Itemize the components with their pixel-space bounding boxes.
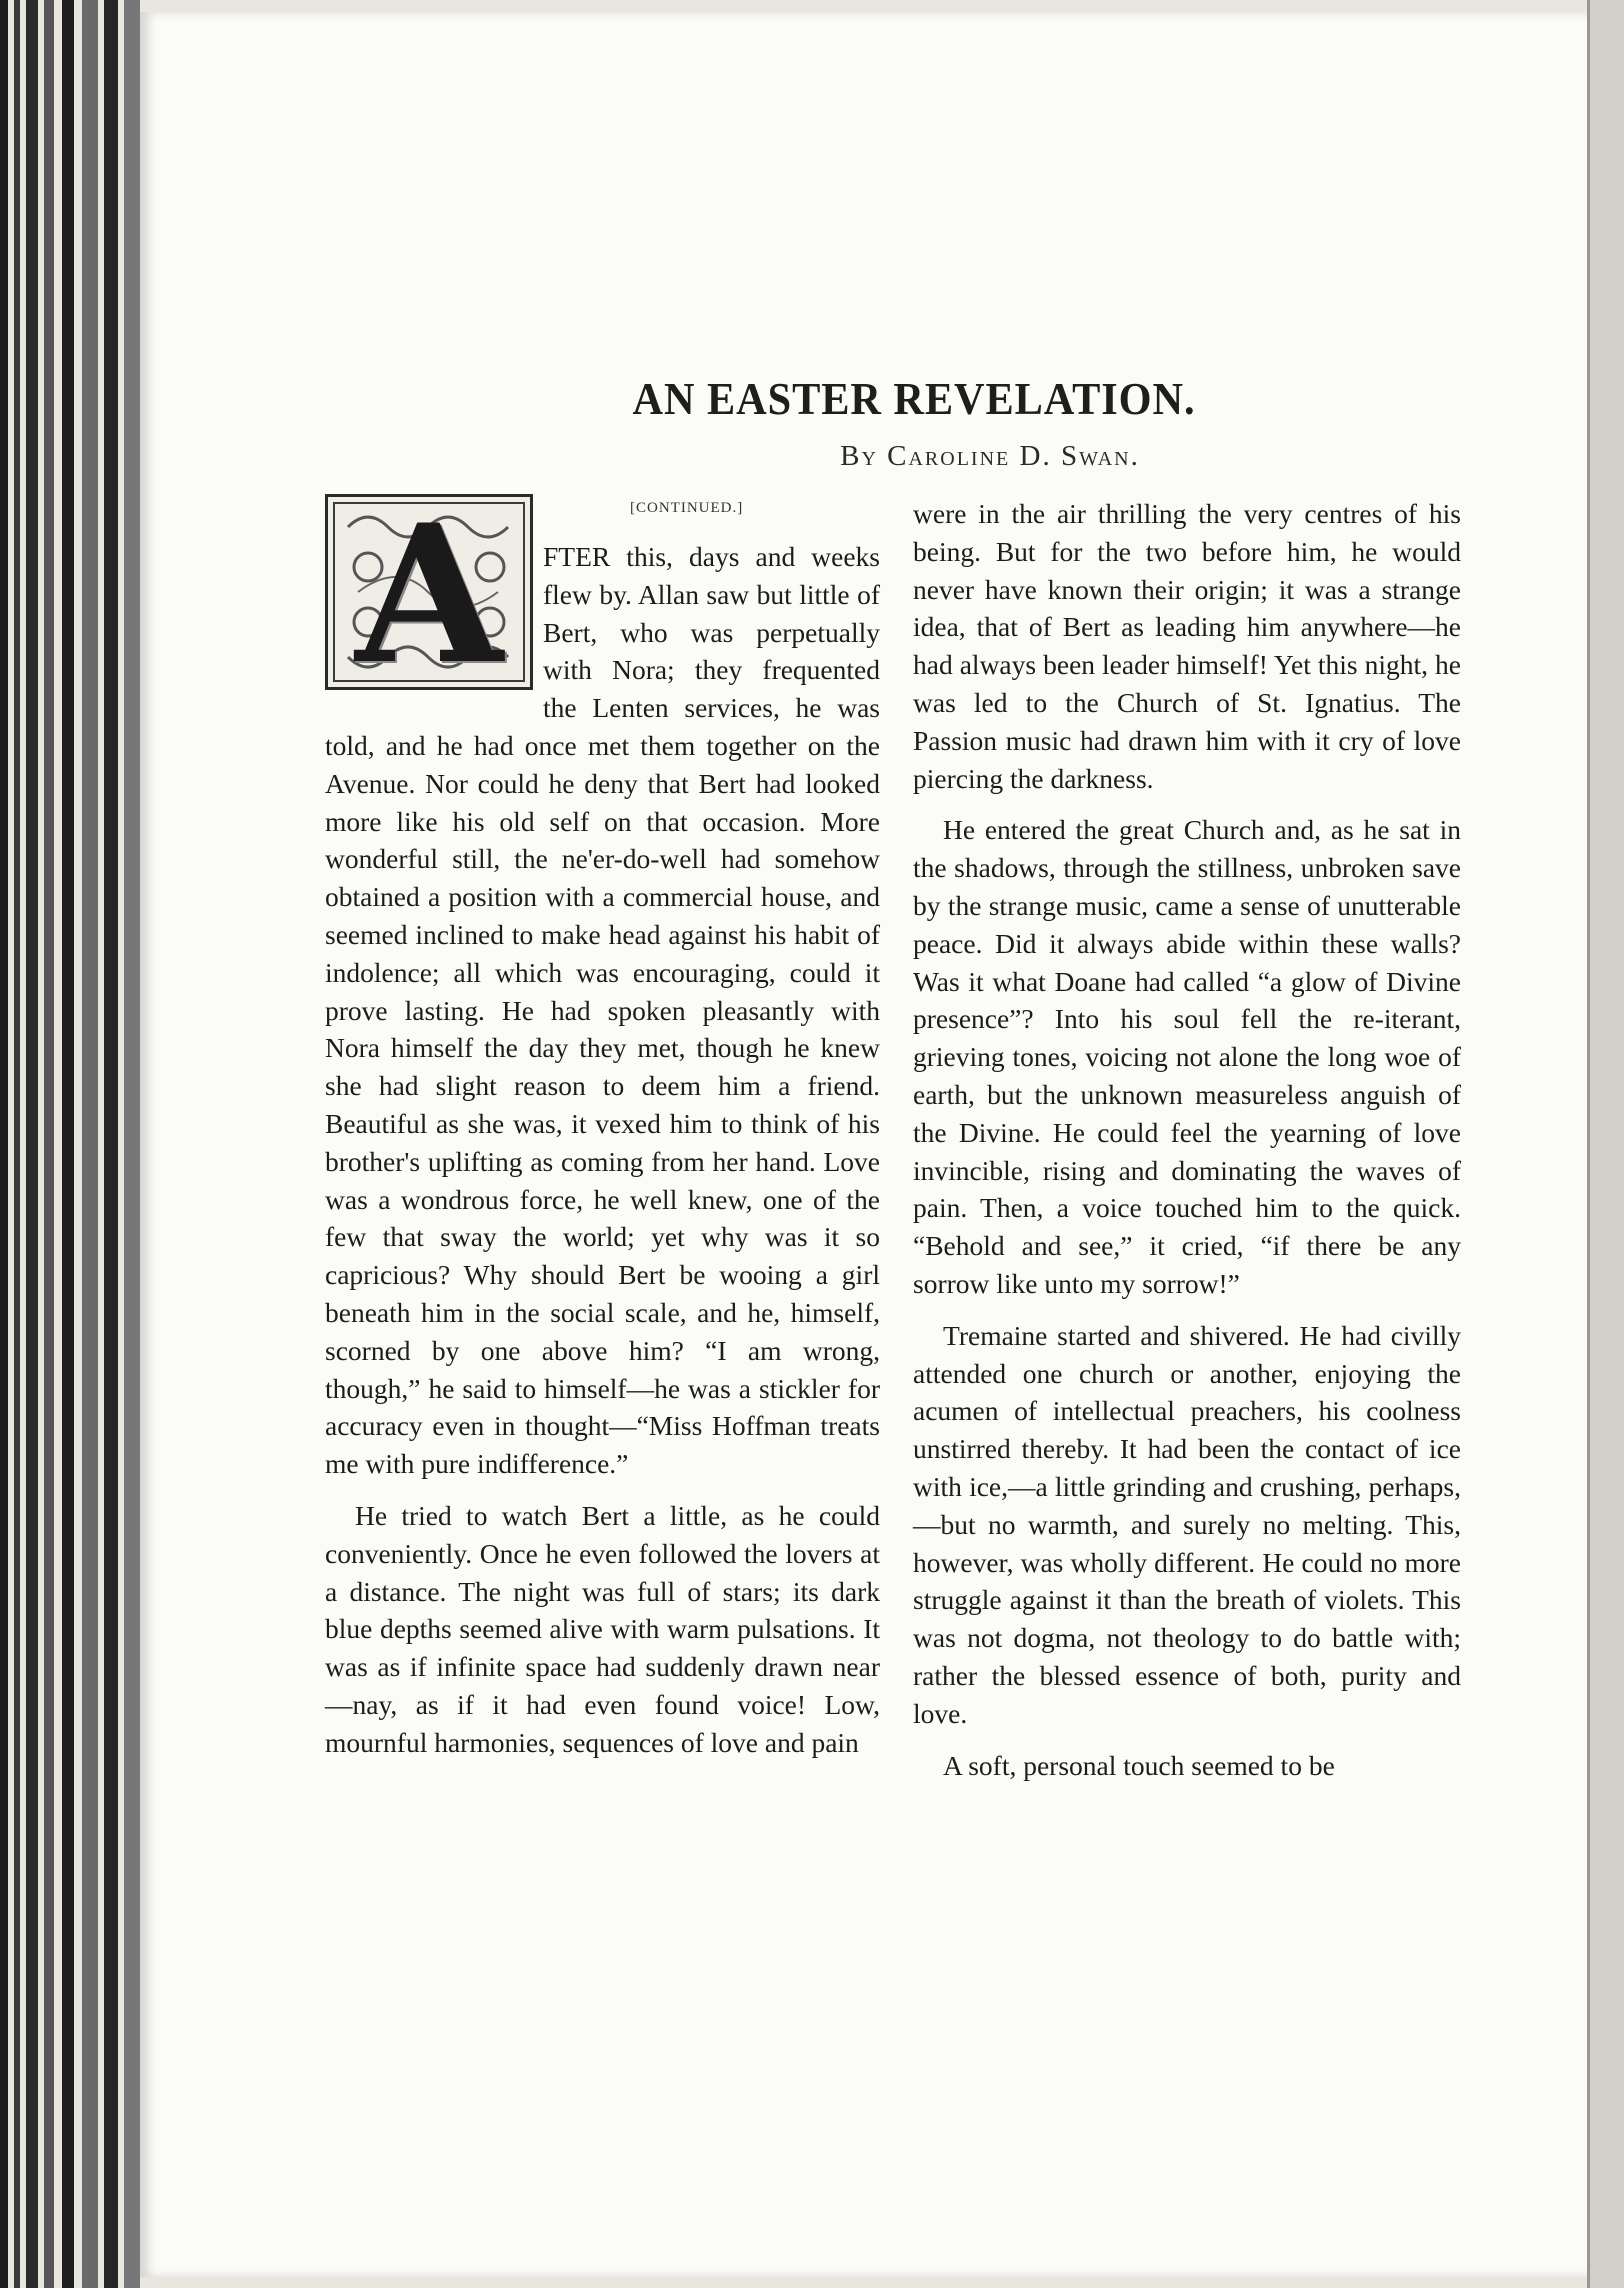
continued-label: [CONTINUED.] [630,500,744,516]
article-byline: By Caroline D. Swan. [840,440,1140,472]
ornamental-drop-cap [325,483,533,706]
opening-text: FTER this, days and weeks flew by. Allan saw but little of Bert, who was perpetually with Nora; they frequented the Lenten services, he was told, and he had once met them together on the Avenue. Nor could he deny that Bert had looked more like his old self on that occasion. More wonderful still, the ne'er-do-well had somehow obtained a position with a commercial house, and seemed inclined to make head against his habit of indolence; all which was encouraging, could it prove lasting. He had spoken pleasantly with Nora himself the day they met, though he knew she had slight reason to deem him a friend. Beautiful as she was, it vexed him to think of his brother's uplifting as coming from her hand. Love was a wondrous force, he well knew, one of the few that sway the world; yet why was it so capricious? Why should Bert be wooing a girl beneath him in the social scale, and he, himself, scorned by one above him? “I am wrong, though,” he said to himself—he was a stickler for accuracy even in thought—“Miss Hoffman treats me with pure indifference.” [325,541,880,1480]
right-column [913,495,1461,1784]
article-title: AN EASTER REVELATION. [632,373,1196,424]
paragraph: A soft, personal touch seemed to be [943,1749,1335,1781]
paragraph: Tremaine started and shivered. He had civilly attended one church or another, enjoying the acumen of intellectual preachers, his coolness unstirred thereby. It had been the contact of ice with ice,—a little grinding and crushing, perhaps,—but no warmth, and surely no melting. This, however, was wholly different. He could no more struggle against it than the breath of violets. This was not dogma, not theology to do battle with; rather the blessed essence of both, purity and love. [913,1319,1461,1729]
paragraph: were in the air thrilling the very centres of his being. But for the two before him, he would never have known their origin; it was a strange idea, that of Bert as leading him anywhere—he had always been leader himself! Yet this night, he was led to the Church of St. Ignatius. The Passion music had drawn him with it cry of love piercing the darkness. [913,498,1461,794]
paragraph: He tried to watch Bert a little, as he could conveniently. Once he even followed the lovers at a distance. The night was full of stars; its dark blue depths seemed alive with warm pulsations. It was as if infinite space had suddenly drawn near—nay, as if it had even found voice! Low, mournful harmonies, sequences of love and pain [325,1499,880,1758]
paragraph: He entered the great Church and, as he sat in the shadows, through the stillness, unbroken save by the strange music, came a sense of unutterable peace. Did it always abide within these walls? Was it what Doane had called “a glow of Divine presence”? Into his soul fell the re-iterant, grieving tones, voicing not alone the long woe of earth, but the unknown measureless anguish of the Divine. He could feel the yearning of love invincible, rising and dominating the waves of pain. Then, a voice touched him to the quick. “Behold and see,” it cried, “if there be any sorrow like unto my sorrow!” [913,814,1461,1299]
page-right-edge [1587,0,1624,2288]
drop-cap-letter: A [355,483,503,706]
book-page-edges [0,0,150,2288]
